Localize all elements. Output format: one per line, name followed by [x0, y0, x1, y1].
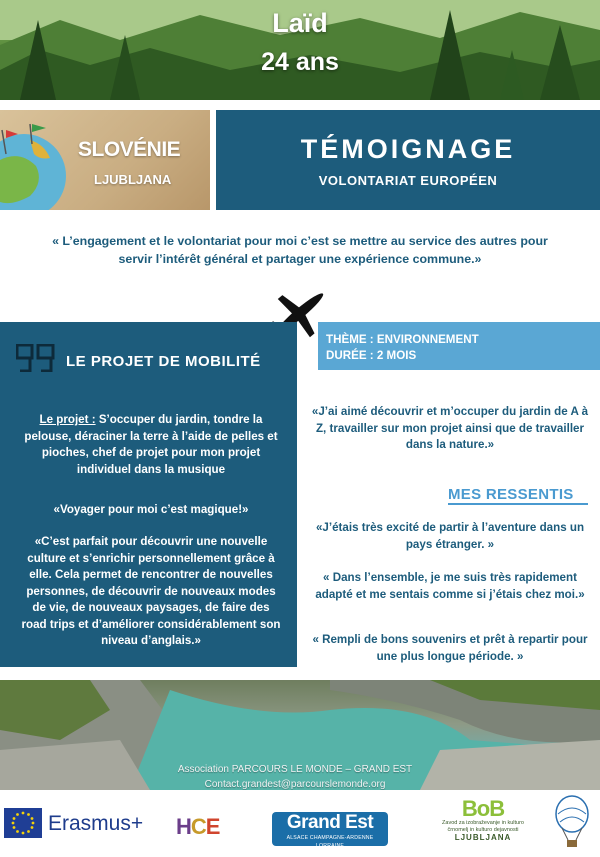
- footer-text: [150, 764, 440, 791]
- location-country: SLOVÉNIE: [78, 138, 181, 161]
- project-description: [20, 412, 282, 478]
- person-age: 24 ans: [261, 48, 339, 76]
- location-panel: [0, 110, 210, 210]
- bob-city: LJUBLJANA: [454, 833, 512, 842]
- hce-e: E: [205, 814, 220, 839]
- ressentis-item: « Rempli de bons souvenirs et prêt à repartir pour une plus longue période. »: [312, 633, 588, 663]
- project-label: Le projet :: [39, 413, 96, 426]
- location-city: LJUBLJANA: [94, 172, 172, 187]
- ressentis-underline: [448, 503, 588, 505]
- ressentis-heading: MES RESSENTIS: [448, 486, 574, 503]
- hce-h: H: [176, 814, 191, 839]
- person-name: Laïd: [272, 8, 328, 38]
- hero-banner: [0, 0, 600, 100]
- page-title: TÉMOIGNAGE: [300, 134, 516, 164]
- hce-c: C: [190, 814, 206, 839]
- eu-flag-icon: [4, 808, 42, 838]
- details-box: [318, 322, 600, 370]
- quote-marks-icon: [16, 344, 56, 372]
- ressentis-item: «J’étais très excité de partir à l’aventure dans un pays étranger. »: [315, 521, 585, 551]
- right-quote: «J’ai aimé découvrir et m’occuper du jardin de A à Z, travailler sur mon projet ainsi que de travailler dans la nature.»: [311, 405, 589, 451]
- hce-logo: [176, 814, 219, 840]
- bob-text: Zavod za izobraževanje in kulturo črnomelj in kulturo dejavnosti: [442, 820, 524, 833]
- project-quote-2: «C’est parfait pour découvrir une nouvelle culture et s’enrichir personnellement grâce à elle. Cela permet de rencontrer de nouvelles personnes, de découvrir de nouveaux modes de vie, de nouveaux paysages, de faire des road trips et d’améliorer considérablement son niveau d’anglais.»: [21, 535, 281, 647]
- association-name: Association PARCOURS LE MONDE – GRAND EST: [177, 764, 413, 775]
- main-quote: « L’engagement et le volontariat pour moi c’est se mettre au service des autres pour servir l’intérêt général et partager une expérience commune.»: [52, 234, 548, 266]
- ressentis-item: « Dans l’ensemble, je me suis très rapidement adapté et me sentais comme si j’étais chez moi.»: [315, 571, 585, 601]
- title-box: [216, 110, 600, 210]
- erasmus-logo: Erasmus+: [48, 812, 144, 835]
- grand-est-logo: [272, 812, 388, 849]
- duration-label: DURÉE : 2 MOIS: [326, 349, 417, 362]
- balloon-logo-icon: [552, 794, 592, 852]
- project-quote-1: «Voyager pour moi c’est magique!»: [53, 503, 249, 516]
- project-heading: LE PROJET DE MOBILITÉ: [66, 353, 261, 370]
- project-text: S’occuper du jardin, tondre la pelouse, déraciner la terre à l’aide de pelles et pioches, chef de projet pour mon projet individuel dans la musique: [24, 413, 278, 476]
- partner-logos: [0, 790, 600, 857]
- contact-email[interactable]: Contact.grandest@parcourslemonde.org: [204, 779, 386, 790]
- bob-mark: BoB: [461, 796, 505, 821]
- grand-est-name: Grand Est: [286, 812, 374, 833]
- bob-logo: [438, 798, 528, 842]
- grand-est-subtitle: ALSACE CHAMPAGNE-ARDENNE LORRAINE: [286, 835, 374, 849]
- theme-label: THÈME : ENVIRONNEMENT: [326, 333, 479, 346]
- page-subtitle: VOLONTARIAT EUROPÉEN: [318, 173, 498, 188]
